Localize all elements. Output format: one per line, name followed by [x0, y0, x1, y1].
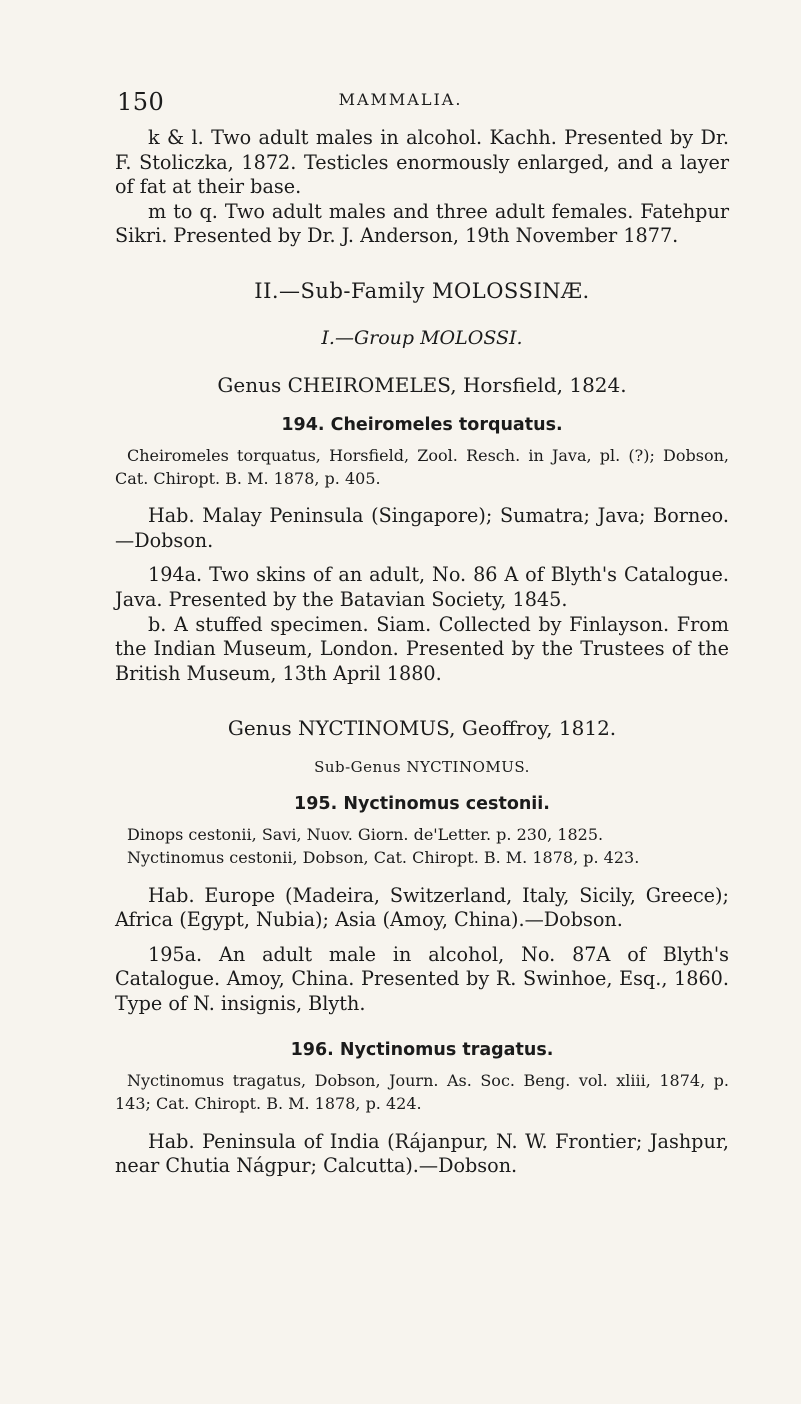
habitat-195: Hab. Europe (Madeira, Switzerland, Italy, Sicily, Greece); Africa (Egypt, Nubia); Asia (Amoy, China).—Dobson.: [115, 883, 729, 932]
specimen-194a: 194a. Two skins of an adult, No. 86 A of Blyth's Catalogue. Java. Presented by the Batavian Society, 1845.: [115, 563, 729, 611]
species-title-196: 196. Nyctinomus tragatus.: [290, 1040, 554, 1061]
genus-heading-cheiromeles: Genus CHEIROMELES, Horsfield, 1824.: [217, 372, 627, 397]
synonymy-195-a: Dinops cestonii, Savi, Nuov. Giorn. de'Letter. p. 230, 1825.: [127, 825, 604, 845]
species-title-194: 194. Cheiromeles torquatus.: [281, 414, 563, 435]
specimen-194b: b. A stuffed specimen. Siam. Collected by Finlayson. From the Indian Museum, London. Presented by the Trustees of the British Museum, 13th April 1880.: [115, 612, 729, 685]
specimen-m-q: m to q. Two adult males and three adult females. Fatehpur Sikri. Presented by Dr. J. Anderson, 19th November 1877.: [115, 199, 729, 248]
species-title-195: 195. Nyctinomus cestonii.: [294, 794, 550, 815]
page-number: 150: [117, 88, 165, 116]
habitat-194: Hab. Malay Peninsula (Singapore); Sumatra; Java; Borneo.—Dobson.: [115, 504, 729, 552]
specimen-195a: 195a. An adult male in alcohol, No. 87A of Blyth's Catalogue. Amoy, China. Presented by R. Swinhoe, Esq., 1860. Type of N. insignis, Blyth.: [115, 942, 729, 1015]
genus-heading-nyctinomus: Genus NYCTINOMUS, Geoffroy, 1812.: [227, 716, 617, 741]
synonymy-194: Cheiromeles torquatus, Horsfield, Zool. Resch. in Java, pl. (?); Dobson, Cat. Chiropt. B. M. 1878, p. 405.: [115, 445, 729, 488]
subfamily-heading: II.—Sub-Family MOLOSSINÆ.: [254, 278, 590, 303]
running-head: MAMMALIA.: [338, 90, 463, 109]
subgenus-heading: Sub-Genus NYCTINOMUS.: [314, 758, 530, 777]
group-heading: I.—Group MOLOSSI.: [321, 326, 523, 349]
page-body: [115, 126, 729, 1179]
specimen-k-l: k & l. Two adult males in alcohol. Kachh. Presented by Dr. F. Stoliczka, 1872. Testicles enormously enlarged, and a layer of fat at their base.: [115, 126, 729, 199]
habitat-196: Hab. Peninsula of India (Rájanpur, N. W. Frontier; Jashpur, near Chutia Nágpur; Calcutta).—Dobson.: [115, 1129, 729, 1178]
synonymy-195-b: Nyctinomus cestonii, Dobson, Cat. Chiropt. B. M. 1878, p. 423.: [127, 847, 640, 867]
synonymy-196: Nyctinomus tragatus, Dobson, Journ. As. Soc. Beng. vol. xliii, 1874, p. 143; Cat. Chiropt. B. M. 1878, p. 424.: [115, 1071, 729, 1114]
